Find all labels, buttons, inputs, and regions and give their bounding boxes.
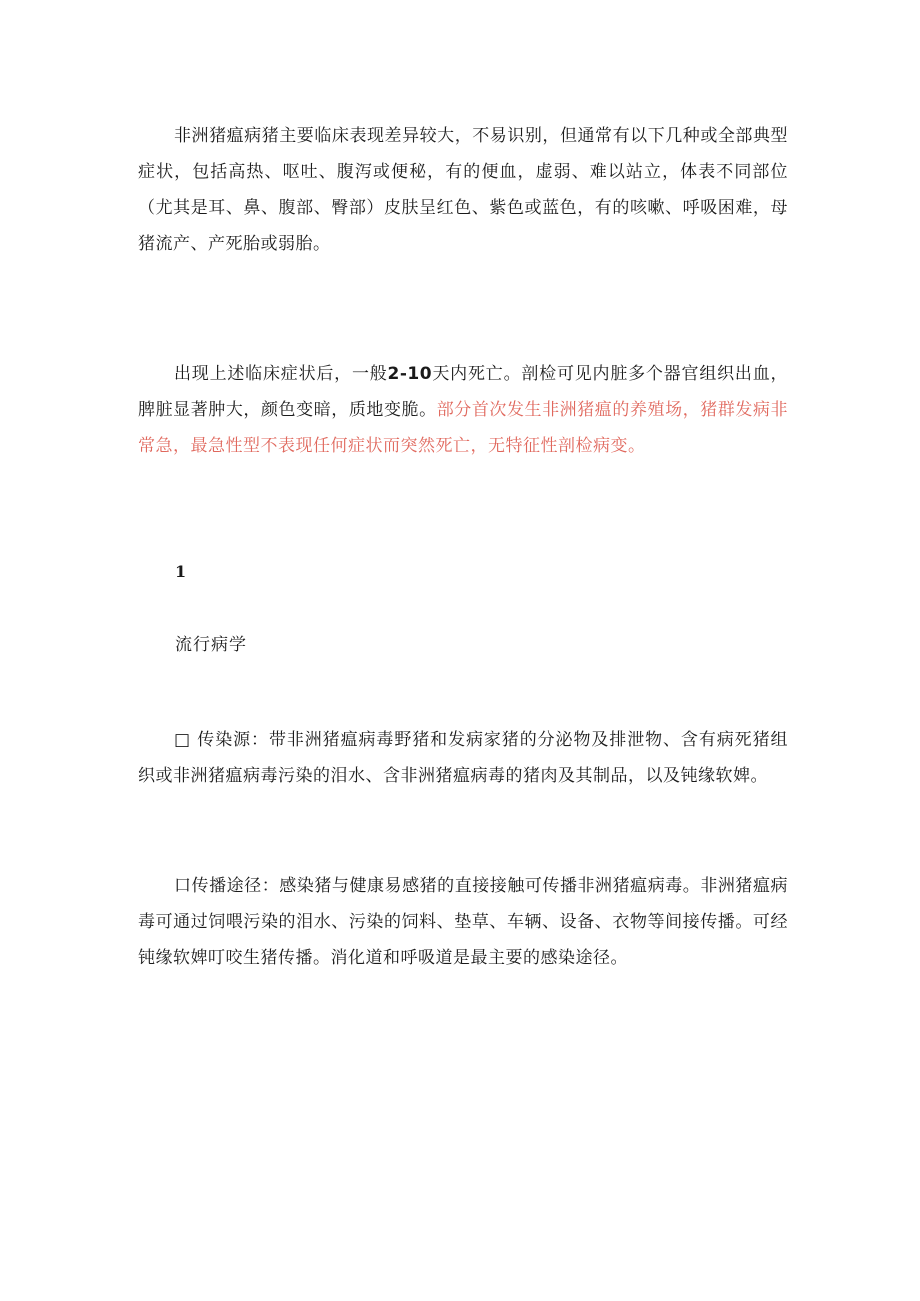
day-range: 2-10 xyxy=(387,364,433,384)
paragraph-transmission-route: 口传播途径：感染猪与健康易感猪的直接接触可传播非洲猪瘟病毒。非洲猪瘟病毒可通过饲喂污染的泪水、污染的饲料、垫草、车辆、设备、衣物等间接传播。可经钝缘软婢叮咬生猪传播。消化道和呼吸道是最主要的感染途径。 xyxy=(138,876,788,968)
paragraph-clinical-symptoms: 非洲猪瘟病猪主要临床表现差异较大，不易识别，但通常有以下几种或全部典型症状，包括高热、呕吐、腹泻或便秘，有的便血，虚弱、难以站立，体表不同部位（尤其是耳、鼻、腹部、臀部）皮肤呈红色、紫色或蓝色，有的咳嗽、呼吸困难，母猪流产、产死胎或弱胎。 xyxy=(138,126,788,254)
paragraph-text: 天内死亡。剖检可见内脏多个器官组织出血，脾脏显著肿大，颜色变暗，质地变脆。 xyxy=(138,364,789,420)
paragraph-text: 出现上述临床症状后，一般 xyxy=(174,364,388,384)
section-title: 流行病学 xyxy=(175,635,247,655)
highlighted-text: 部分首次发生非洲猪瘟的养殖场，猪群发病非常急，最急性型不表现任何症状而突然死亡，无特征性剖检病变。 xyxy=(138,400,789,456)
section-number: 1 xyxy=(175,562,187,581)
paragraph-infection-source: □ 传染源：带非洲猪瘟病毒野猪和发病家猪的分泌物及排泄物、含有病死猪组织或非洲猪瘟病毒污染的泪水、含非洲猪瘟病毒的猪肉及其制品，以及钝缘软婢。 xyxy=(138,730,788,786)
paragraph-death-and-necropsy xyxy=(138,356,788,464)
